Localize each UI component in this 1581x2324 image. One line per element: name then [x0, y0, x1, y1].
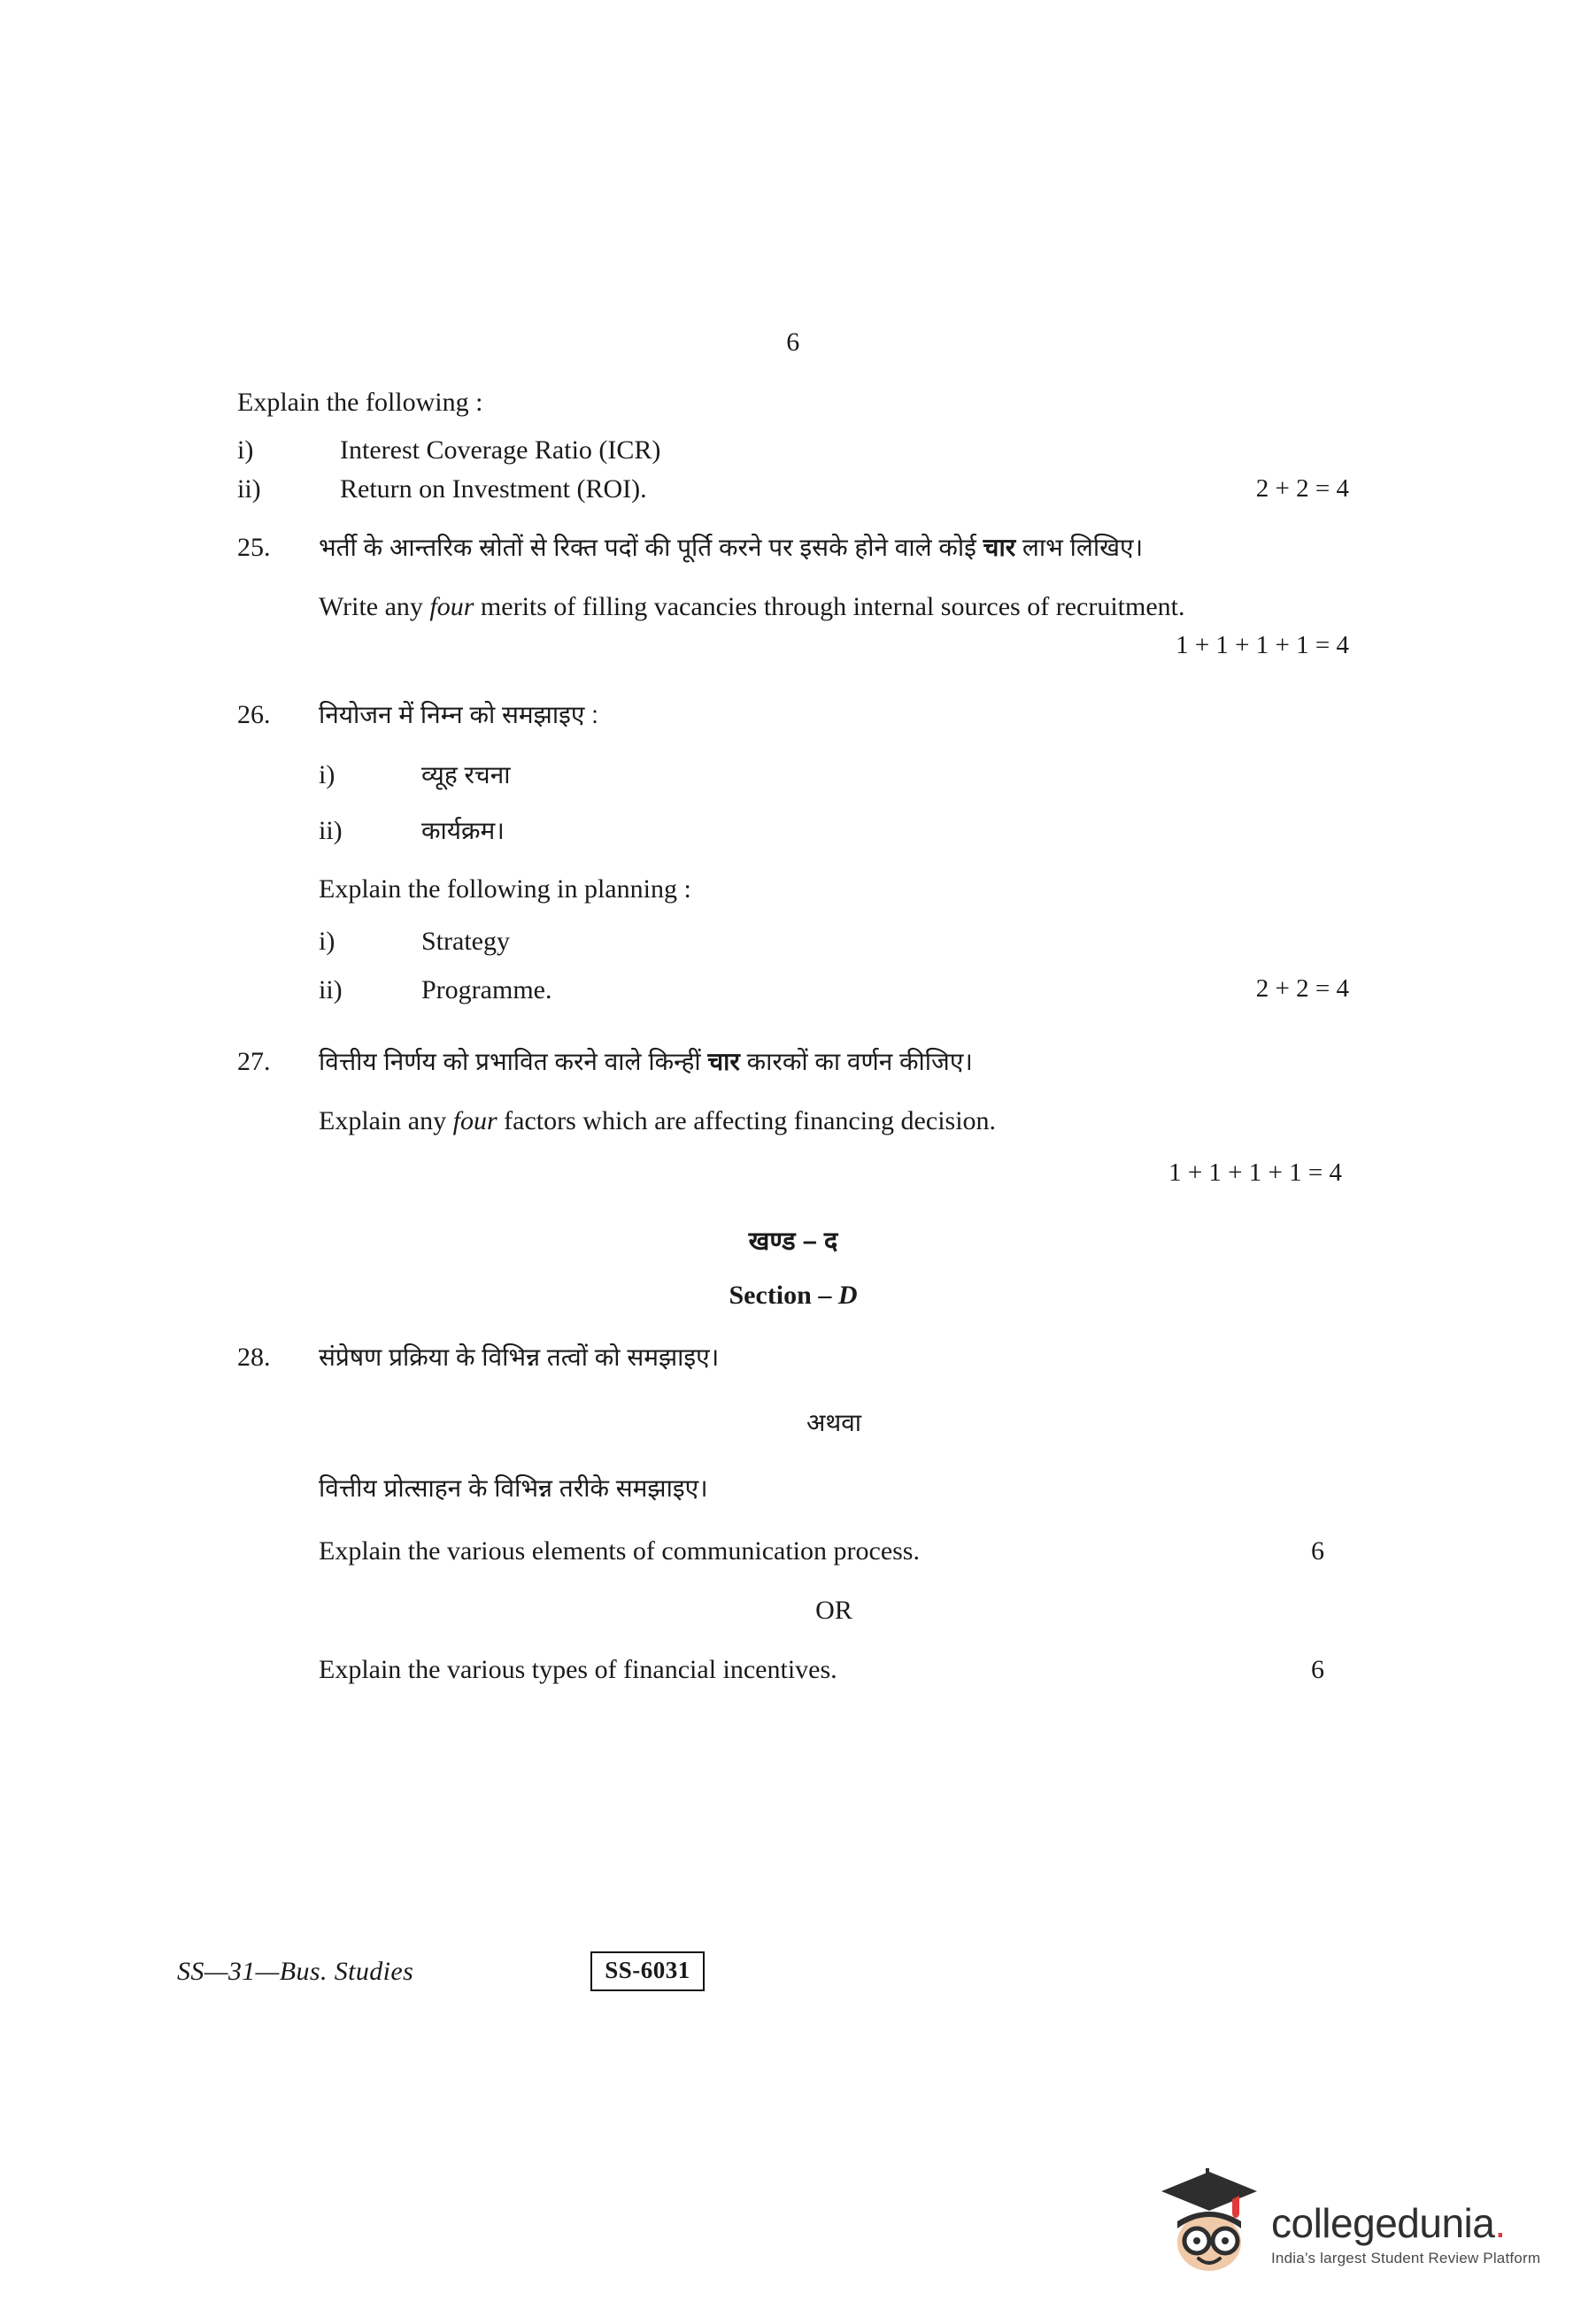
q27-hindi: वित्तीय निर्णय को प्रभावित करने वाले किन्हीं चार कारकों का वर्णन कीजिए। [319, 1048, 973, 1076]
page-number: 6 [786, 327, 800, 357]
collegedunia-subtitle: India’s largest Student Review Platform [1271, 2250, 1541, 2266]
collegedunia-logo [1160, 2166, 1540, 2273]
footer-paper-code: SS—31—Bus. Studies [177, 1956, 414, 1986]
q25-english: Write any four merits of filling vacancies through internal sources of recruitment. 1 + 1 + 1 + 1 = 4 [319, 587, 1349, 627]
section-heading-hindi: खण्ड – द [748, 1227, 838, 1257]
collegedunia-mascot-icon [1160, 2166, 1259, 2273]
q28-marks-1: 6 [1311, 1536, 1324, 1566]
q24-sub-text-i: Interest Coverage Ratio (ICR) [340, 435, 661, 465]
q28-english-1-row [319, 1531, 1349, 1571]
page-footer [177, 1951, 1346, 1991]
q28-or-hindi: अथवा [806, 1408, 862, 1436]
q26-english-lead: Explain the following in planning : [319, 873, 691, 904]
q28-hindi-1: संप्रेषण प्रक्रिया के विभिन्न तत्वों को समझाइए। [319, 1343, 720, 1372]
q24-sub-item-ii [237, 474, 1349, 504]
q26-english-text-ii [421, 970, 1349, 1010]
q24-sub-text-ii-label: Return on Investment (ROI). [340, 473, 647, 504]
question-27 [237, 1042, 1349, 1141]
q26-english-text-ii-label: Programme. [421, 975, 552, 1005]
q27-english: Explain any four factors which are affecting financing decision. [319, 1106, 997, 1136]
section-heading-english-letter: D [837, 1281, 858, 1311]
q27-marks: 1 + 1 + 1 + 1 = 4 [1168, 1158, 1342, 1188]
q26-marks: 2 + 2 = 4 [1255, 974, 1349, 1004]
question-25 [237, 527, 1349, 666]
q28-or-english: OR [815, 1596, 852, 1626]
q24-lead-english: Explain the following : [237, 388, 483, 417]
q28-marks-2: 6 [1311, 1655, 1324, 1685]
q26-english-label-i: i) [319, 927, 335, 957]
q26-hindi-text-ii: कार्यक्रम। [421, 817, 505, 845]
q25-marks: 1 + 1 + 1 + 1 = 4 [1176, 630, 1349, 659]
q25-number: 25. [237, 532, 271, 562]
q26-number: 26. [237, 700, 271, 730]
q24-marks: 2 + 2 = 4 [1255, 473, 1349, 503]
q28-english-1: Explain the various elements of communication process. [319, 1536, 920, 1566]
collegedunia-wordmark [1271, 2200, 1541, 2273]
collegedunia-title-dot: . [1494, 2200, 1506, 2246]
q26-english-label-ii: ii) [319, 975, 343, 1005]
q26-hindi-label-i: i) [319, 759, 335, 789]
q24-sub-label-ii: ii) [237, 473, 261, 504]
page-content [237, 327, 1349, 1712]
q26-hindi-lead: नियोजन में निम्न को समझाइए : [319, 701, 598, 729]
q26-hindi-item-ii [319, 811, 1349, 850]
q26-hindi-item-i [319, 755, 1349, 795]
q24-sub-text-ii [340, 474, 1349, 504]
q26-hindi-text-i: व्यूह रचना [421, 760, 511, 789]
q28-english-2-row [319, 1650, 1349, 1689]
q26-english-item-i [319, 921, 1349, 961]
q25-hindi: भर्ती के आन्तरिक स्रोतों से रिक्त पदों की पूर्ति करने पर इसके होने वाले कोई चार लाभ लिखिए। [319, 533, 1144, 561]
q26-hindi-label-ii: ii) [319, 816, 343, 846]
section-heading-english-pre: Section – [729, 1281, 838, 1311]
section-heading-english [237, 1281, 1349, 1311]
q24-sub-label-i: i) [237, 435, 254, 465]
q28-number: 28. [237, 1343, 271, 1373]
q24-sub-item-i [237, 435, 1349, 466]
q28-hindi-2: वित्तीय प्रोत्साहन के विभिन्न तरीके समझाइए। [319, 1474, 708, 1502]
q26-english-text-i: Strategy [421, 927, 510, 957]
q27-number: 27. [237, 1047, 271, 1077]
collegedunia-title [1271, 2200, 1540, 2246]
question-26 [237, 695, 1349, 1019]
footer-code-box: SS-6031 [590, 1951, 705, 1991]
q26-english-item-ii [319, 970, 1349, 1010]
q28-english-2: Explain the various types of financial incentives. [319, 1655, 837, 1685]
question-28 [237, 1337, 1349, 1702]
collegedunia-title-text: collegedunia [1271, 2200, 1495, 2246]
